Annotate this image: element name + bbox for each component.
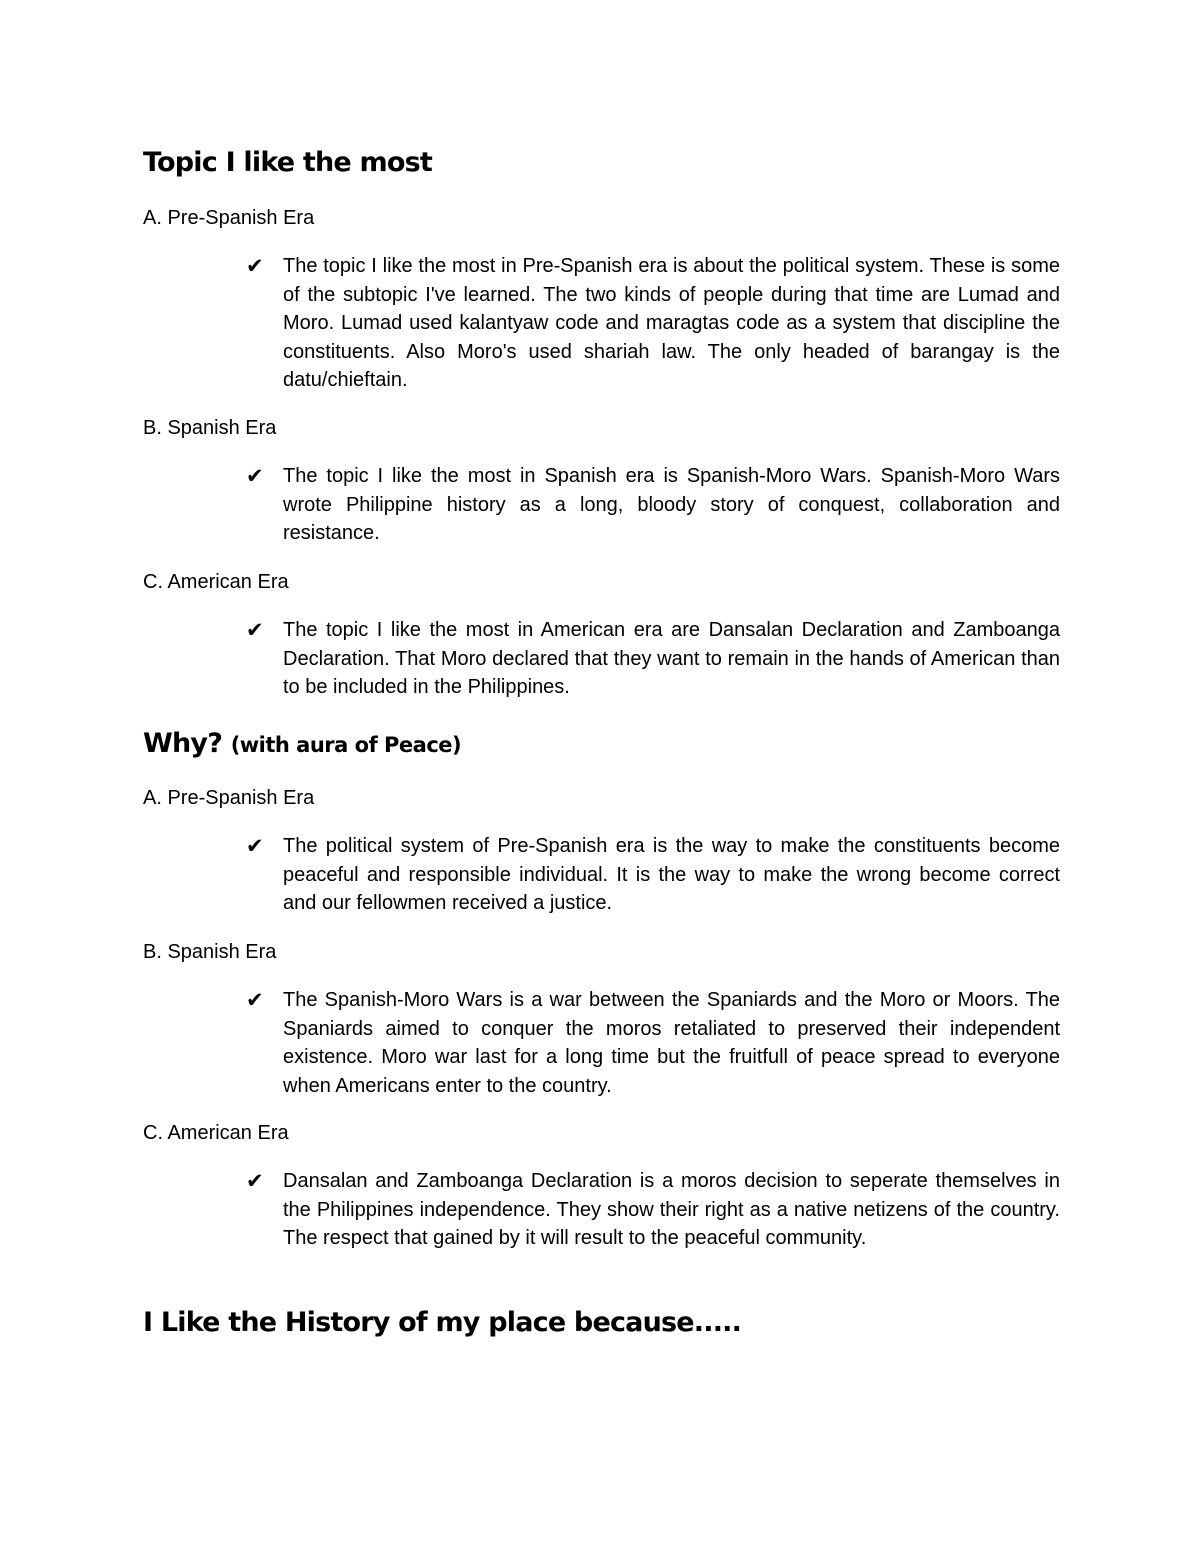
bullet-text: Dansalan and Zamboanga Declaration is a moros decision to seperate themselves in the Philippines independence. They show their right as a native netizens of the country. The respect that gained by it will result to the peaceful community. [283, 1170, 1060, 1250]
era-label-pre-spanish: A. Pre-Spanish Era [143, 787, 315, 809]
section-heading-text: I Like the History of my place because..... [143, 1307, 742, 1338]
section-heading-history [143, 1306, 741, 1340]
check-mark-icon: ✔ [246, 254, 264, 278]
era-label-american: C. American Era [143, 1122, 289, 1144]
bullet-text: The Spanish-Moro Wars is a war between the Spaniards and the Moro or Moors. The Spaniards aimed to conquer the moros retaliated to preserved their independent existence. Moro war last for a long time but the fruitfull of peace spread to everyone when Americans enter to the country. [283, 989, 1060, 1097]
era-label-spanish: B. Spanish Era [143, 417, 277, 439]
bullet-text: The topic I like the most in Pre-Spanish era is about the political system. These is some of the subtopic I've learned. The two kinds of people during that time are Lumad and Moro. Lumad used kalantyaw code and maragtas code as a system that discipline the constituents. Also Moro's used shariah law. The only headed of barangay is the datu/chieftain. [283, 255, 1060, 392]
era-label-american: C. American Era [143, 571, 289, 593]
bullet-text: The political system of Pre-Spanish era is the way to make the constituents become peaceful and responsible individual. It is the way to make the wrong become correct and our fellowmen received a justice. [283, 835, 1060, 915]
check-mark-icon: ✔ [246, 464, 264, 488]
check-mark-icon: ✔ [246, 618, 264, 642]
section-heading-topic [143, 146, 432, 180]
check-mark-icon: ✔ [246, 988, 264, 1012]
era-label-spanish: B. Spanish Era [143, 941, 277, 963]
check-mark-icon: ✔ [246, 834, 264, 858]
era-label-pre-spanish: A. Pre-Spanish Era [143, 207, 315, 229]
check-mark-icon: ✔ [246, 1169, 264, 1193]
bullet-text: The topic I like the most in Spanish era is Spanish-Moro Wars. Spanish-Moro Wars wrote Philippine history as a long, bloody story of conquest, collaboration and resistance. [283, 465, 1060, 545]
section-heading-text: Why? [143, 728, 223, 759]
bullet-text: The topic I like the most in American era are Dansalan Declaration and Zamboanga Declaration. That Moro declared that they want to remain in the hands of American than to be included in the Philippines. [283, 619, 1060, 699]
section-heading-why [143, 727, 461, 762]
section-heading-text: Topic I like the most [143, 147, 432, 178]
section-heading-subtext: (with aura of Peace) [230, 733, 462, 757]
